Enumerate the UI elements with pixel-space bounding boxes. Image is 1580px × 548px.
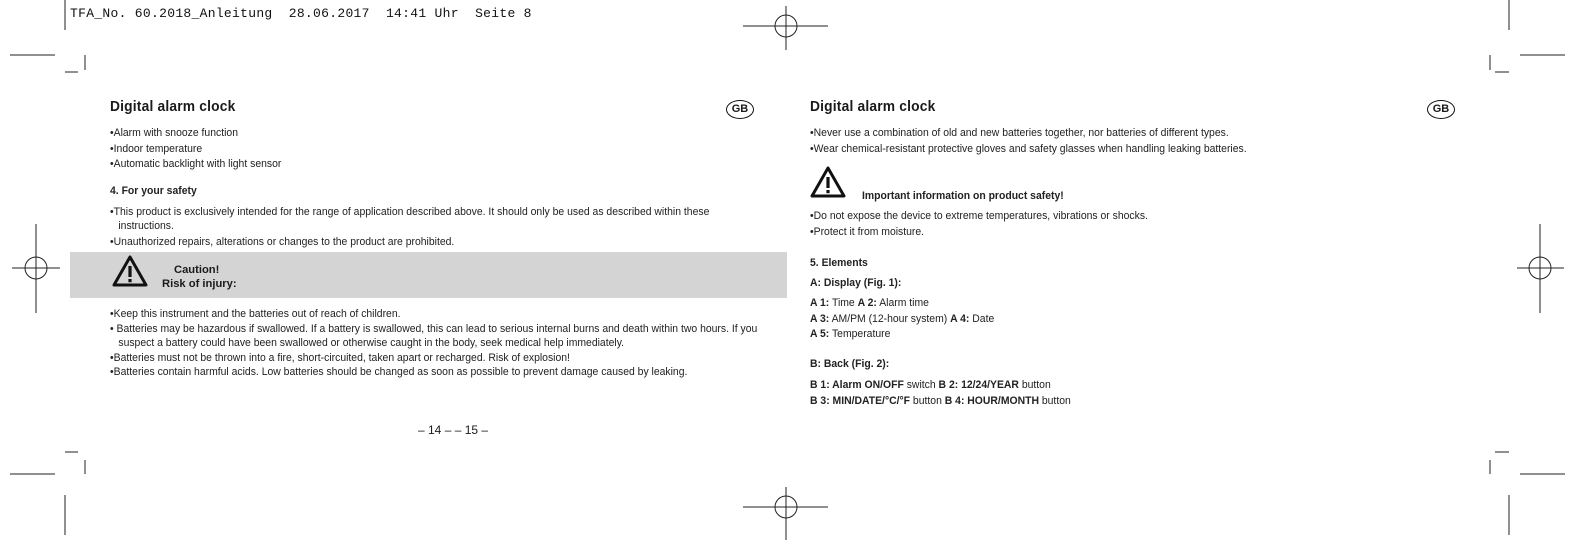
page-numbers: – 14 – – 15 – bbox=[418, 423, 489, 437]
back-elements bbox=[810, 378, 1368, 409]
battery-list bbox=[810, 126, 1415, 157]
section-heading-safety: 4. For your safety bbox=[110, 185, 197, 197]
section-heading-elements: 5. Elements bbox=[810, 257, 868, 269]
important-heading: Important information on product safety! bbox=[862, 190, 1064, 202]
safety-list bbox=[110, 205, 752, 249]
list-item: • Unauthorized repairs, alterations or changes to the product are prohibited. bbox=[110, 235, 752, 249]
print-slug: TFA_No. 60.2018_Anleitung 28.06.2017 14:41 Uhr Seite 8 bbox=[70, 6, 532, 21]
list-item: • Indoor temperature bbox=[110, 142, 724, 158]
element-line: B 3: MIN/DATE/°C/°F button B 4: HOUR/MONTH button bbox=[810, 394, 1071, 407]
list-item: • Do not expose the device to extreme temperatures, vibrations or shocks. bbox=[810, 209, 1415, 225]
display-heading: A: Display (Fig. 1): bbox=[810, 277, 902, 289]
display-elements bbox=[810, 296, 1368, 343]
list-item: • Protect it from moisture. bbox=[810, 225, 1415, 241]
page-title-right: Digital alarm clock bbox=[810, 98, 936, 115]
list-item: • Wear chemical-resistant protective gloves and safety glasses when handling leaking batteries. bbox=[810, 142, 1415, 158]
caution-title: Caution! bbox=[174, 264, 220, 276]
list-item: • Automatic backlight with light sensor bbox=[110, 157, 724, 173]
caution-subtitle: Risk of injury: bbox=[162, 278, 237, 290]
element-line: B 1: Alarm ON/OFF switch B 2: 12/24/YEAR button bbox=[810, 379, 1051, 391]
list-item: • Keep this instrument and the batteries out of reach of children. bbox=[110, 307, 761, 322]
list-item: • Batteries contain harmful acids. Low batteries should be changed as soon as possible to prevent damage caused by leaking. bbox=[110, 365, 761, 380]
element-line: A 1: Time A 2: Alarm time bbox=[810, 297, 929, 309]
list-item: • Batteries may be hazardous if swallowed. If a battery is swallowed, this can lead to serious internal burns and death within two hours. If you suspect a battery could have been swallowed or otherwise caught in the body, seek medical help immediately. bbox=[110, 322, 761, 351]
feature-list bbox=[110, 126, 724, 173]
warning-icon bbox=[810, 166, 846, 198]
injury-list bbox=[110, 307, 761, 380]
gb-badge-left: GB bbox=[726, 100, 754, 119]
gb-badge-right: GB bbox=[1427, 100, 1455, 119]
element-line: A 3: AM/PM (12-hour system) A 4: Date bbox=[810, 312, 995, 325]
list-item: • This product is exclusively intended for the range of application described above. It should only be used as described within these instructions. bbox=[110, 205, 752, 233]
element-line: A 5: Temperature bbox=[810, 328, 891, 340]
back-heading: B: Back (Fig. 2): bbox=[810, 358, 890, 370]
page-title-left: Digital alarm clock bbox=[110, 98, 236, 115]
list-item: • Never use a combination of old and new batteries together, nor batteries of different types. bbox=[810, 126, 1415, 142]
important-list bbox=[810, 209, 1415, 240]
list-item: • Alarm with snooze function bbox=[110, 126, 724, 142]
warning-icon bbox=[112, 255, 148, 287]
list-item: • Batteries must not be thrown into a fire, short-circuited, taken apart or recharged. Risk of explosion! bbox=[110, 351, 761, 366]
